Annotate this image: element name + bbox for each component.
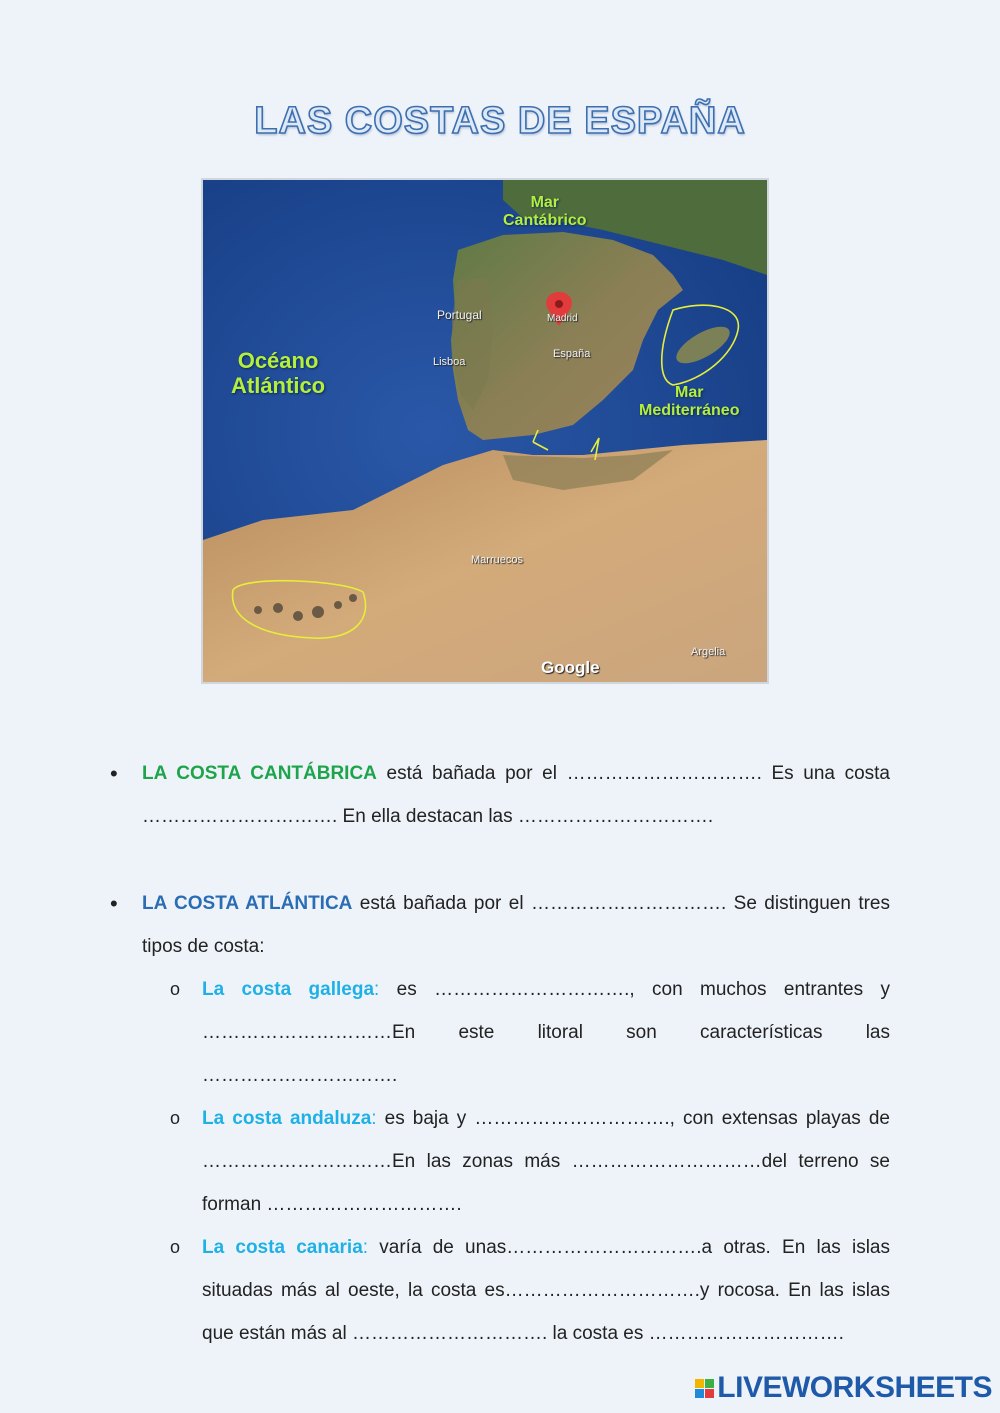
heading-costa-cantabrica: LA COSTA CANTÁBRICA [142,763,377,784]
logo-text: LIVEWORKSHEETS [717,1371,992,1404]
text-costa-cantabrica: está bañada por el …………………………. Es una costa …………………………. En ella destacan las …………………………. [142,763,891,827]
heading-costa-gallega: La costa gallega [202,979,375,1000]
heading-costa-atlantica: LA COSTA ATLÁNTICA [142,893,353,914]
text-costa-andaluza: es baja y …………………………., con extensas playas de …………………………En las zonas más …………………………del terreno se forman …………………………. [202,1108,891,1215]
list-item-canaria [110,1226,890,1355]
label-argelia: Argelia [691,646,726,658]
sub-bullet: o [170,979,181,999]
map-image [203,180,767,682]
label-espana: España [553,348,591,360]
sub-bullet: o [170,1108,181,1128]
label-madrid: Madrid [547,313,578,324]
label-marruecos: Marruecos [471,554,523,566]
heading-costa-canaria: La costa canaria [202,1237,363,1258]
list-item-atlantica [110,882,890,968]
spain-satellite-map [201,178,769,684]
label-mar-cantabrico: Mar Cantábrico [503,194,587,230]
text-costa-canaria: varía de unas………………………….a otras. En las islas situadas más al oeste, la costa es………………………….y rocosa. En las islas que están más al …………………………. la costa es …………………………. [202,1237,890,1344]
colon: : [371,1108,377,1129]
google-logo: Google [541,658,600,677]
list-item-cantabrica [110,752,890,838]
label-mar-mediterraneo: Mar Mediterráneo [639,384,740,420]
logo-mark-icon [695,1379,714,1398]
label-lisboa: Lisboa [433,356,466,368]
colon: : [362,1237,369,1258]
label-portugal: Portugal [437,308,482,322]
label-oceano-atlantico: Océano Atlántico [231,348,326,399]
sub-bullet: o [170,1237,181,1257]
list-item-andaluza [110,1097,890,1226]
list-item-gallega [110,968,890,1097]
heading-costa-andaluza: La costa andaluza [202,1108,372,1129]
text-costa-gallega: es …………………………., con muchos entrantes y …………………………En este litoral son características las …………………………. [202,979,890,1086]
text-costa-atlantica: está bañada por el …………………………. Se distinguen tres tipos de costa: [142,893,891,957]
page-title: LAS COSTAS DE ESPAÑA [254,100,746,142]
worksheet-text [110,752,890,1355]
colon: : [374,979,380,1000]
liveworksheets-logo[interactable] [695,1371,992,1405]
